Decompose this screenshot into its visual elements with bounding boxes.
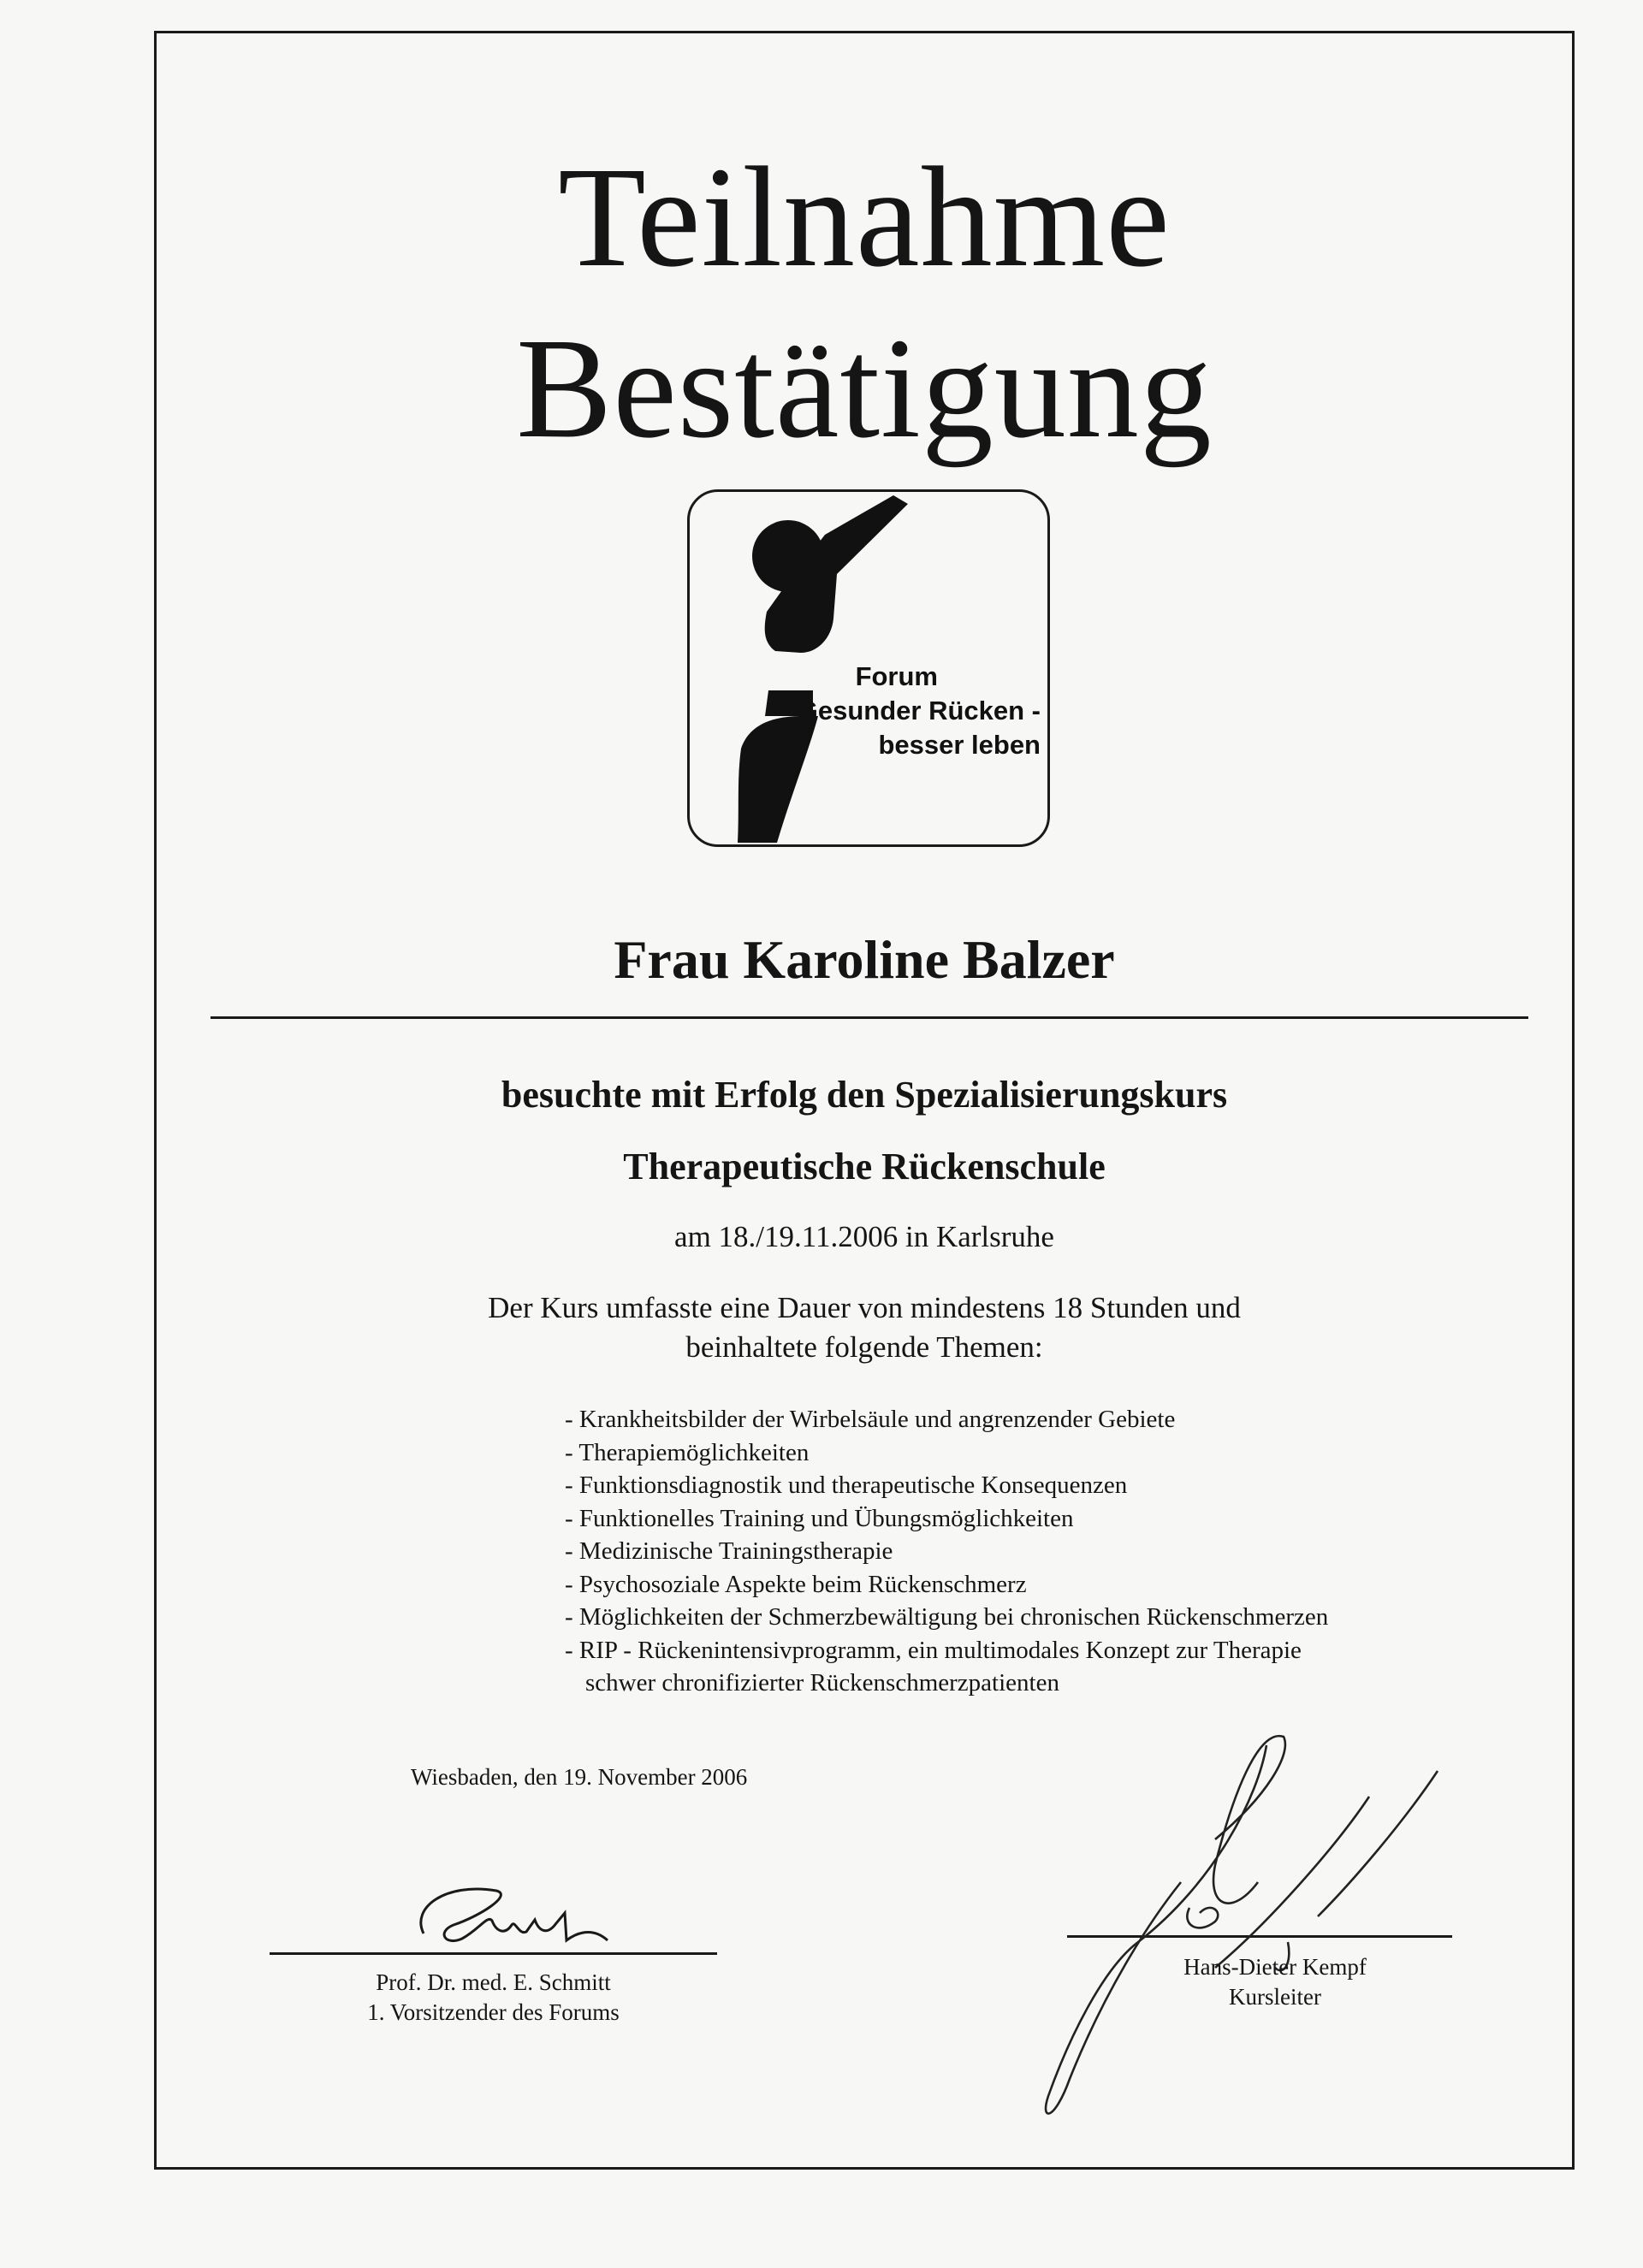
topic-item: - Medizinische Trainingstherapie bbox=[565, 1537, 893, 1565]
signatory-right: Hans-Dieter Kempf Kursleiter bbox=[1183, 1954, 1367, 2010]
topic-item: - Therapiemöglichkeiten bbox=[565, 1438, 810, 1466]
course-intro: Der Kurs umfasste eine Dauer von mindestens 18 Stunden und beinhaltete folgende Themen: bbox=[488, 1291, 1241, 1364]
logo-wordmark: Forum Gesunder Rücken - besser leben bbox=[797, 661, 1041, 760]
name-underline bbox=[211, 1016, 1528, 1019]
topic-item: - Funktionelles Training und Übungsmöglichkeiten bbox=[565, 1504, 1074, 1532]
forum-logo bbox=[687, 489, 1050, 847]
topic-item: - Krankheitsbilder der Wirbelsäule und angrenzender Gebiete bbox=[565, 1406, 1176, 1433]
recipient-name: Frau Karoline Balzer bbox=[614, 929, 1115, 990]
topic-item: - RIP - Rückenintensivprogramm, ein multimodales Konzept zur Therapie bbox=[565, 1636, 1302, 1664]
signatory-left: Prof. Dr. med. E. Schmitt 1. Vorsitzender des Forums bbox=[367, 1969, 620, 2025]
signature-line-right bbox=[1067, 1935, 1452, 1938]
topic-item: - Möglichkeiten der Schmerzbewältigung bei chronischen Rückenschmerzen bbox=[565, 1603, 1329, 1631]
course-title: Therapeutische Rückenschule bbox=[623, 1146, 1106, 1187]
place-date: Wiesbaden, den 19. November 2006 bbox=[411, 1764, 748, 1790]
title-line-1: Teilnahme bbox=[558, 138, 1171, 297]
topic-item: - Funktionsdiagnostik und therapeutische Konsequenzen bbox=[565, 1472, 1128, 1499]
topic-item: schwer chronifizierter Rückenschmerzpatienten bbox=[585, 1669, 1059, 1697]
topic-item: - Psychosoziale Aspekte beim Rückenschmerz bbox=[565, 1570, 1027, 1598]
topic-list bbox=[565, 1403, 1421, 1700]
signature-line-left bbox=[270, 1952, 717, 1955]
title-line-2: Bestätigung bbox=[516, 309, 1213, 468]
course-date-place: am 18./19.11.2006 in Karlsruhe bbox=[674, 1220, 1054, 1253]
statement: besuchte mit Erfolg den Spezialisierungskurs bbox=[501, 1074, 1228, 1116]
